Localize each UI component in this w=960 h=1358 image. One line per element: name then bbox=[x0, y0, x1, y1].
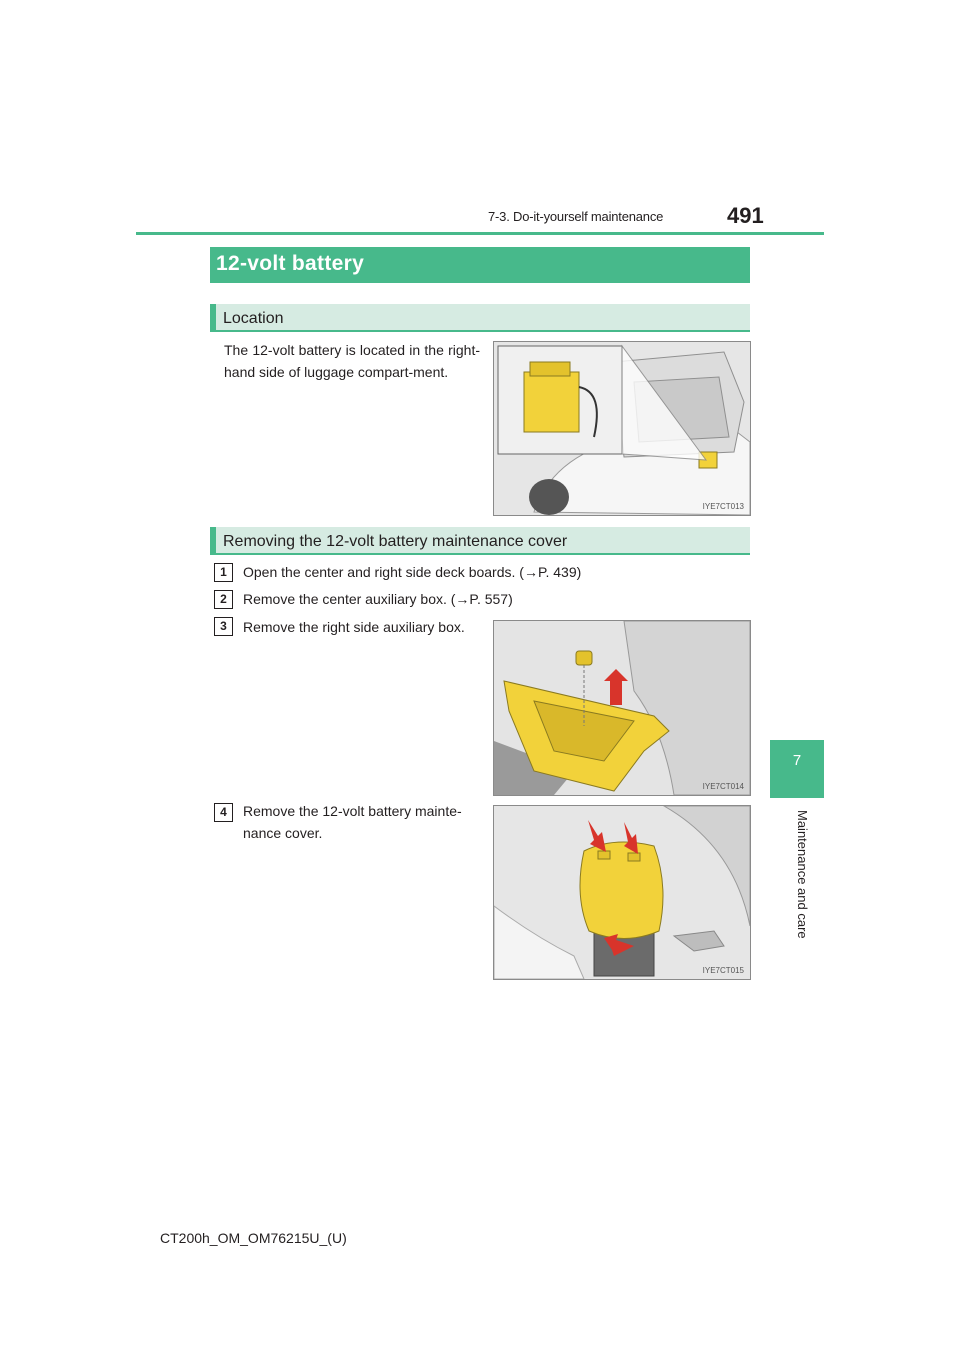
step-3-number: 3 bbox=[214, 617, 233, 636]
step-2-text: Remove the center auxiliary box. (→P. 557) bbox=[243, 591, 513, 607]
step-4-text: Remove the 12-volt battery mainte-nance cover. bbox=[243, 803, 462, 841]
car-rear-battery-illustration bbox=[494, 342, 750, 515]
header-rule bbox=[136, 232, 824, 235]
chapter-tab bbox=[770, 740, 824, 798]
location-text: The 12-volt battery is located in the right-hand side of luggage compart-ment. bbox=[224, 342, 480, 380]
step-3-text: Remove the right side auxiliary box. bbox=[243, 619, 465, 635]
removing-heading: Removing the 12-volt battery maintenance cover bbox=[223, 533, 568, 550]
section-label: 7-3. Do-it-yourself maintenance bbox=[488, 209, 664, 224]
location-heading-accent bbox=[210, 304, 216, 332]
step-2-number: 2 bbox=[214, 590, 233, 609]
location-heading-bar bbox=[210, 304, 750, 332]
maintenance-cover-illustration bbox=[494, 806, 750, 979]
step-4-figure bbox=[493, 805, 751, 980]
chapter-label: Maintenance and care bbox=[795, 810, 810, 939]
location-heading: Location bbox=[223, 310, 284, 327]
removing-heading-accent bbox=[210, 527, 216, 555]
footer-code: CT200h_OM_OM76215U_(U) bbox=[160, 1230, 347, 1246]
figure-code: IYE7CT014 bbox=[702, 782, 744, 791]
page-number: 491 bbox=[727, 203, 764, 228]
figure-code: IYE7CT015 bbox=[702, 966, 744, 975]
auxiliary-box-illustration bbox=[494, 621, 750, 795]
figure-code: IYE7CT013 bbox=[702, 502, 744, 511]
page-title: 12-volt battery bbox=[216, 252, 365, 275]
chapter-number: 7 bbox=[792, 752, 802, 769]
step-3-figure bbox=[493, 620, 751, 796]
step-1-text: Open the center and right side deck boards. (→P. 439) bbox=[243, 564, 582, 580]
location-figure bbox=[493, 341, 751, 516]
step-4-number: 4 bbox=[214, 803, 233, 822]
step-1-number: 1 bbox=[214, 563, 233, 582]
